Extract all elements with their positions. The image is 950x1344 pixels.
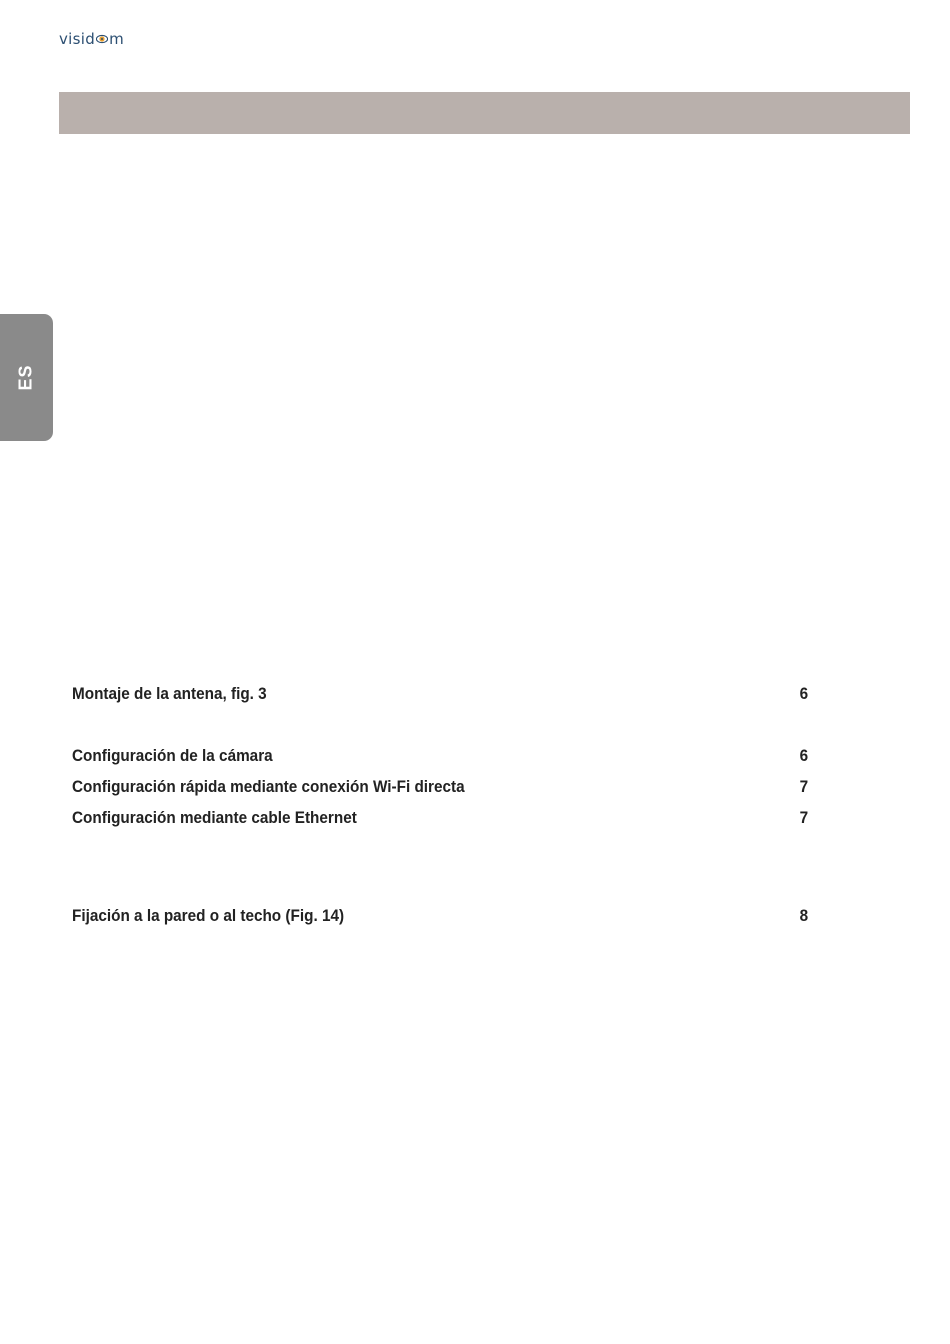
language-tab-label: ES bbox=[15, 364, 36, 391]
toc-entry-title: Configuración rápida mediante conexión Wi-Fi directa bbox=[72, 777, 465, 796]
toc-entry bbox=[72, 777, 808, 797]
toc-entry bbox=[72, 746, 808, 766]
toc-entry-page: 8 bbox=[799, 906, 809, 925]
toc-entry-page: 6 bbox=[799, 746, 809, 765]
toc-entry-title: Montaje de la antena, fig. 3 bbox=[72, 684, 267, 703]
toc-entry bbox=[72, 906, 808, 926]
toc-entry bbox=[72, 808, 808, 828]
language-tab bbox=[0, 314, 53, 441]
eye-icon bbox=[96, 33, 108, 45]
toc-entry-page: 7 bbox=[799, 777, 809, 796]
toc-entry bbox=[72, 684, 808, 704]
brand-logo-text-end: m bbox=[109, 30, 124, 48]
toc-entry-title: Configuración de la cámara bbox=[72, 746, 273, 765]
header-band bbox=[59, 92, 910, 134]
toc-entry-title: Fijación a la pared o al techo (Fig. 14) bbox=[72, 906, 345, 925]
brand-logo-text-start: visid bbox=[59, 30, 96, 48]
brand-logo bbox=[59, 29, 124, 49]
toc-entry-title: Configuración mediante cable Ethernet bbox=[72, 808, 357, 827]
toc-entry-page: 6 bbox=[799, 684, 809, 703]
toc-entry-page: 7 bbox=[799, 808, 809, 827]
